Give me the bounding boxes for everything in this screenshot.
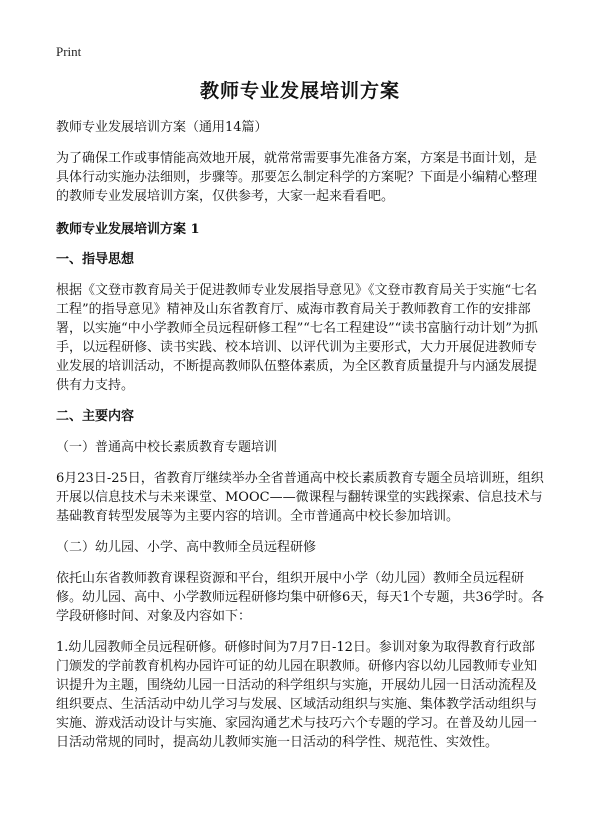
kindergarten-training-paragraph: 1.幼儿园教师全员远程研修。研修时间为7月7日-12日。参训对象为取得教育行政部门颁发的学前教育机构办园许可证的幼儿园在职教师。研修内容以幼儿园教师专业知识提升为主题，围绕幼儿园一日活动的科学组织与实施，开展幼儿园一日活动流程及组织要点、生活活动中幼儿学习与发展、区域活动组织与实施、集体教学活动组织与实施、游戏活动设计与实施、家园沟通艺术与技巧六个专题的学习。在普及幼儿园一日活动常规的同时，提高幼儿教师实施一日活动的科学性、规范性、实效性。 [56, 640, 538, 750]
principal-training-paragraph: 6月23日-25日，省教育厅继续举办全省普通高中校长素质教育专题全员培训班，组织开展以信息技术与未来课堂、MOOC——微课程与翻转课堂的实践探索、信息技术与基础教育转型发展等为主要内容的培训。全市普通高中校长参加培训。 [56, 471, 544, 524]
document-body [56, 118, 546, 764]
subsection-heading-principal-training: （一）普通高中校长素质教育专题培训 [56, 440, 278, 455]
print-link[interactable]: Print [56, 44, 82, 59]
section-heading-guiding-ideology: 一、指导思想 [56, 252, 135, 267]
intro-paragraph: 为了确保工作或事情能高效地开展，就常常需要事先准备方案，方案是书面计划，是具体行动实施办法细则，步骤等。那要怎么制定科学的方案呢？下面是小编精心整理的教师专业发展培训方案，仅供参考，大家一起来看看吧。 [56, 151, 538, 204]
remote-training-paragraph: 依托山东省教师教育课程资源和平台，组织开展中小学（幼儿园）教师全员远程研修。幼儿园、高中、小学教师远程研修均集中研修6天，每天1个专题，共36学时。各学段研修时间、对象及内容如下： [56, 571, 545, 624]
guiding-ideology-paragraph: 根据《文登市教育局关于促进教师专业发展指导意见》《文登市教育局关于实施“七名工程”的指导意见》精神及山东省教育厅、威海市教育局关于教师教育工作的安排部署，以实施“中小学教师全员远程研修工程”“七名工程建设”“读书富脑行动计划”为抓手，以远程研修、读书实践、校本培训、以评代训为主要形式，大力开展促进教师专业发展的培训活动，不断提高教师队伍整体素质，为全区教育质量提升与内涵发展提供有力支持。 [56, 283, 538, 393]
subsection-heading-remote-training: （二）幼儿园、小学、高中教师全员远程研修 [56, 540, 317, 555]
document-subtitle: 教师专业发展培训方案（通用14篇） [56, 120, 268, 135]
section-heading-main-content: 二、主要内容 [56, 409, 135, 424]
plan-heading: 教师专业发展培训方案 1 [56, 222, 200, 237]
page-title: 教师专业发展培训方案 [199, 80, 400, 102]
